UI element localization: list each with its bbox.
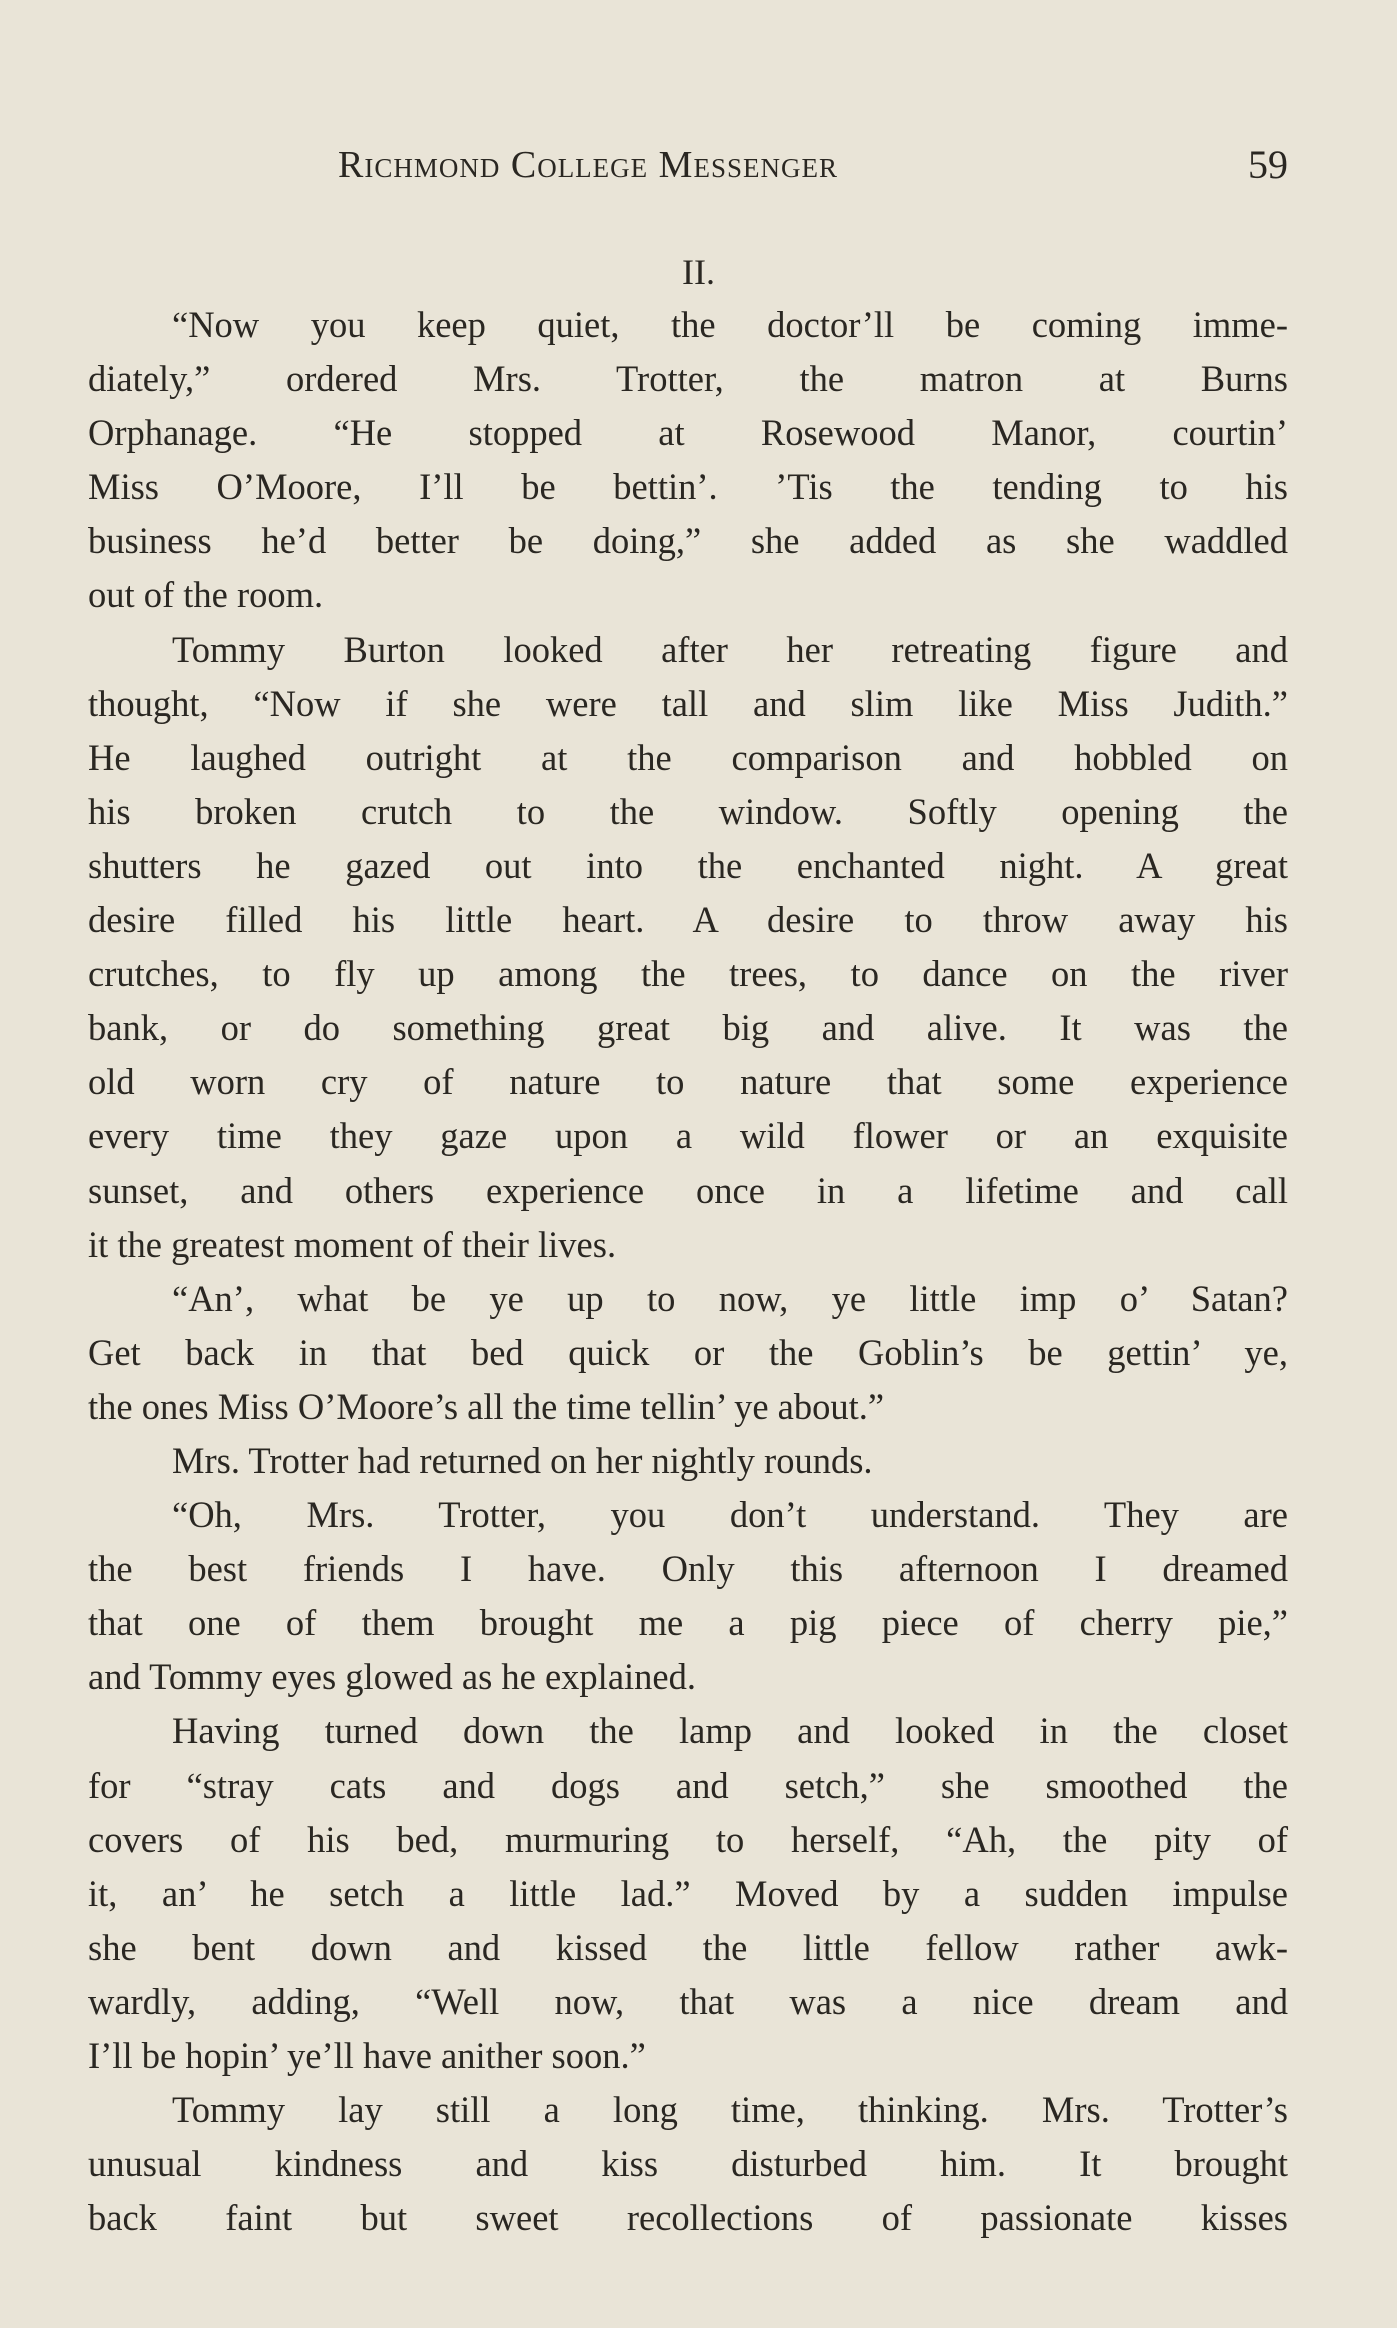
running-title: Richmond College Messenger [338,144,838,186]
text-line: shutters he gazed out into the enchanted night. A great [88,844,1288,886]
text-line: Get back in that bed quick or the Goblin’s be gettin’ ye, [88,1331,1288,1373]
text-line: “Oh, Mrs. Trotter, you don’t understand. They are [172,1494,1288,1536]
text-line: He laughed outright at the comparison and hobbled on [88,736,1288,778]
text-line: she bent down and kissed the little fellow rather awk- [88,1926,1288,1968]
page-number: 59 [1248,142,1288,187]
text-line: back faint but sweet recollections of passionate kisses [88,2197,1288,2239]
text-line: the ones Miss O’Moore’s all the time tellin’ ye about.” [88,1385,885,1427]
section-number: II. [682,252,715,292]
text-line: Having turned down the lamp and looked in the closet [172,1710,1288,1752]
text-line: business he’d better be doing,” she added as she waddled [88,520,1288,562]
text-line: that one of them brought me a pig piece of cherry pie,” [88,1602,1288,1644]
body-text [88,298,1288,2245]
text-line: Mrs. Trotter had returned on her nightly rounds. [172,1439,873,1481]
text-line: out of the room. [88,574,324,616]
text-line: old worn cry of nature to nature that some experience [88,1061,1288,1103]
text-line: it the greatest moment of their lives. [88,1223,617,1265]
text-line: Tommy lay still a long time, thinking. Mrs. Trotter’s [172,2089,1288,2131]
text-line: the best friends I have. Only this afternoon I dreamed [88,1548,1288,1590]
text-line: it, an’ he setch a little lad.” Moved by a sudden impulse [88,1872,1288,1914]
text-line: covers of his bed, murmuring to herself, “Ah, the pity of [88,1818,1288,1860]
text-line: crutches, to fly up among the trees, to dance on the river [88,953,1288,995]
text-line: every time they gaze upon a wild flower or an exquisite [88,1115,1288,1157]
text-line: unusual kindness and kiss disturbed him. It brought [88,2143,1288,2185]
text-line: sunset, and others experience once in a lifetime and call [88,1169,1288,1211]
text-line: for “stray cats and dogs and setch,” she smoothed the [88,1764,1288,1806]
text-line: Miss O’Moore, I’ll be bettin’. ’Tis the tending to his [88,466,1288,508]
text-line: desire filled his little heart. A desire to throw away his [88,899,1288,941]
text-line: and Tommy eyes glowed as he explained. [88,1656,696,1698]
text-line: his broken crutch to the window. Softly opening the [88,790,1288,832]
text-line: thought, “Now if she were tall and slim like Miss Judith.” [88,682,1288,724]
text-line: “An’, what be ye up to now, ye little imp o’ Satan? [172,1277,1288,1319]
running-header [300,137,1300,197]
text-line: diately,” ordered Mrs. Trotter, the matron at Burns [88,358,1288,400]
text-line: “Now you keep quiet, the doctor’ll be coming imme- [172,304,1288,345]
text-line: bank, or do something great big and alive. It was the [88,1007,1288,1049]
text-line: Orphanage. “He stopped at Rosewood Manor, courtin’ [88,412,1288,454]
text-line: I’ll be hopin’ ye’ll have anither soon.” [88,2035,646,2076]
text-line: Tommy Burton looked after her retreating figure and [172,628,1288,670]
text-line: wardly, adding, “Well now, that was a nice dream and [88,1980,1288,2022]
